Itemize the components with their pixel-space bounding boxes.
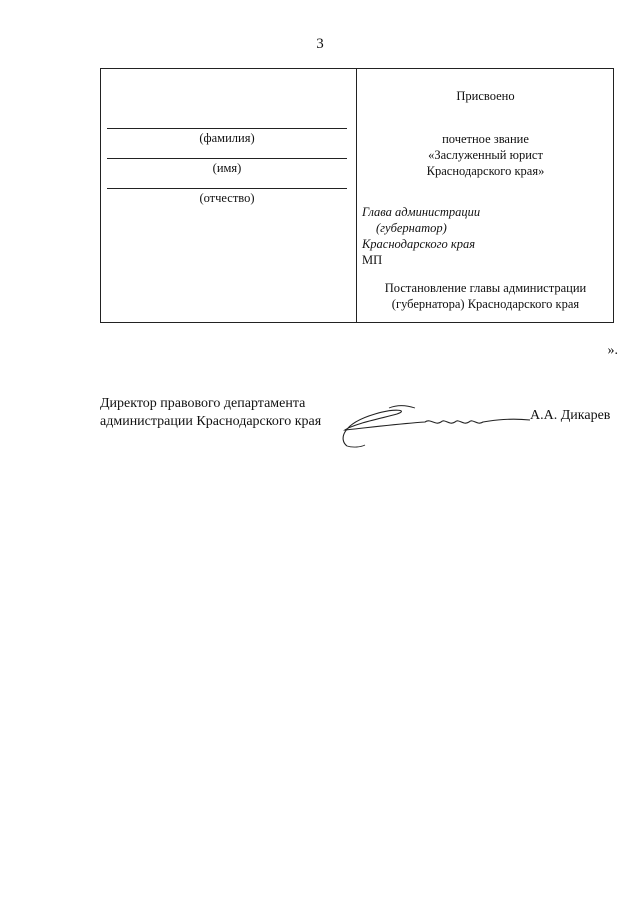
patronymic-line [107, 188, 347, 189]
awarded-label: Присвоено [456, 89, 515, 103]
seal-placeholder: МП [362, 253, 383, 267]
closing-quote: ». [607, 343, 618, 358]
head-title-line-2: (губернатор) [376, 221, 447, 235]
head-title-line-3: Краснодарского края [362, 237, 476, 251]
signer-position-line-1: Директор правового департамента [100, 396, 306, 411]
title-line-1: почетное звание [442, 132, 529, 146]
title-line-2: «Заслуженный юрист [428, 148, 543, 162]
surname-line [107, 128, 347, 129]
head-title-line-1: Глава администрации [362, 205, 481, 219]
handwritten-signature [335, 400, 545, 450]
patronymic-caption: (отчество) [199, 191, 255, 205]
title-line-3: Краснодарского края» [426, 164, 545, 178]
decree-line-2: (губернатора) Краснодарского края [391, 297, 580, 311]
page-number: 3 [316, 36, 324, 52]
name-caption: (имя) [212, 161, 242, 175]
signer-name: А.А. Дикарев [530, 408, 611, 423]
signer-position-line-2: администрации Краснодарского края [100, 414, 322, 429]
surname-caption: (фамилия) [199, 131, 255, 145]
name-line [107, 158, 347, 159]
decree-line-1: Постановление главы администрации [384, 281, 587, 295]
